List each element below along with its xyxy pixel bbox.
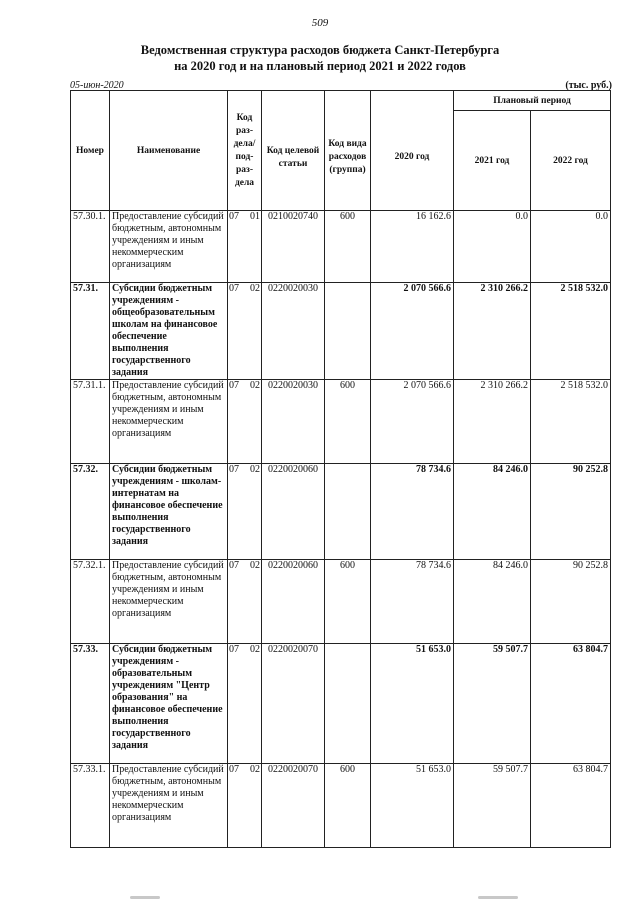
header-section-line: Код	[236, 112, 253, 123]
table-row	[71, 764, 611, 848]
header-section-line: раз-	[235, 125, 253, 136]
row-amount-2020: 78 734.6	[371, 464, 454, 560]
row-target-code: 0220020060	[262, 560, 325, 644]
row-amount-2022: 63 804.7	[531, 764, 611, 848]
header-2021: 2021 год	[454, 111, 531, 211]
row-section-code	[228, 764, 262, 848]
row-section-code	[228, 560, 262, 644]
row-section-pair	[228, 283, 261, 295]
header-target-code: Код целевой статьи	[262, 91, 325, 211]
row-amount-2021: 59 507.7	[454, 764, 531, 848]
row-podrazdel: 02	[250, 464, 260, 475]
header-2022: 2022 год	[531, 111, 611, 211]
scan-mark	[130, 896, 160, 899]
row-razdel: 07	[229, 764, 239, 775]
header-name: Наименование	[110, 91, 228, 211]
row-name: Предоставление субсидий бюджетным, автономным учреждениям и иным некоммерческим организациям	[110, 211, 228, 283]
header-section-line: дела	[234, 177, 255, 188]
row-section-code	[228, 464, 262, 560]
row-amount-2020: 78 734.6	[371, 560, 454, 644]
row-name: Субсидии бюджетным учреждениям - школам-интернатам на финансовое обеспечение выполнения государственного задания	[110, 464, 228, 560]
row-section-pair	[228, 644, 261, 656]
row-target-code: 0210020740	[262, 211, 325, 283]
header-section-code	[228, 91, 262, 211]
table-body	[71, 211, 611, 848]
row-amount-2020: 2 070 566.6	[371, 283, 454, 380]
budget-table-wrapper	[70, 90, 611, 848]
row-amount-2021: 84 246.0	[454, 560, 531, 644]
row-podrazdel: 02	[250, 764, 260, 775]
row-amount-2022: 63 804.7	[531, 644, 611, 764]
header-expense-type: Код вида расходов (группа)	[325, 91, 371, 211]
row-number: 57.33.	[71, 644, 110, 764]
row-razdel: 07	[229, 560, 239, 571]
title-line-2: на 2020 год и на плановый период 2021 и 2022 годов	[174, 59, 466, 73]
row-razdel: 07	[229, 644, 239, 655]
row-expense-type	[325, 283, 371, 380]
row-name: Субсидии бюджетным учреждениям - образовательным учреждениям "Центр образования" на финансовое обеспечение выполнения государственного задания	[110, 644, 228, 764]
row-section-code	[228, 644, 262, 764]
row-razdel: 07	[229, 211, 239, 222]
row-amount-2021: 59 507.7	[454, 644, 531, 764]
row-expense-type: 600	[325, 764, 371, 848]
row-section-code	[228, 283, 262, 380]
row-section-code	[228, 211, 262, 283]
row-amount-2021: 84 246.0	[454, 464, 531, 560]
row-amount-2021: 2 310 266.2	[454, 380, 531, 464]
row-number: 57.30.1.	[71, 211, 110, 283]
row-number: 57.33.1.	[71, 764, 110, 848]
row-name: Предоставление субсидий бюджетным, автономным учреждениям и иным некоммерческим организациям	[110, 380, 228, 464]
page-number: 509	[311, 17, 329, 29]
row-amount-2020: 51 653.0	[371, 764, 454, 848]
row-amount-2021: 0.0	[454, 211, 531, 283]
row-amount-2022: 90 252.8	[531, 560, 611, 644]
header-number: Номер	[71, 91, 110, 211]
row-amount-2022: 90 252.8	[531, 464, 611, 560]
row-razdel: 07	[229, 283, 239, 294]
page-title	[0, 42, 640, 74]
table-row	[71, 560, 611, 644]
row-section-pair	[228, 211, 261, 223]
row-podrazdel: 01	[250, 211, 260, 222]
table-header	[71, 91, 611, 211]
title-line-1: Ведомственная структура расходов бюджета Санкт-Петербурга	[140, 43, 500, 57]
row-expense-type	[325, 644, 371, 764]
budget-table	[70, 90, 611, 848]
row-expense-type: 600	[325, 211, 371, 283]
row-section-pair	[228, 380, 261, 392]
header-section-line: под-	[235, 151, 254, 162]
table-row	[71, 464, 611, 560]
row-target-code: 0220020060	[262, 464, 325, 560]
row-target-code: 0220020070	[262, 644, 325, 764]
row-amount-2020: 51 653.0	[371, 644, 454, 764]
row-amount-2021: 2 310 266.2	[454, 283, 531, 380]
row-number: 57.31.	[71, 283, 110, 380]
row-amount-2020: 16 162.6	[371, 211, 454, 283]
header-section-line: раз-	[235, 164, 253, 175]
row-section-pair	[228, 464, 261, 476]
row-number: 57.31.1.	[71, 380, 110, 464]
row-name: Предоставление субсидий бюджетным, автономным учреждениям и иным некоммерческим организациям	[110, 560, 228, 644]
scan-mark	[478, 896, 518, 899]
row-amount-2022: 0.0	[531, 211, 611, 283]
row-razdel: 07	[229, 464, 239, 475]
row-expense-type	[325, 464, 371, 560]
row-podrazdel: 02	[250, 283, 260, 294]
row-expense-type: 600	[325, 560, 371, 644]
row-target-code: 0220020030	[262, 283, 325, 380]
row-amount-2020: 2 070 566.6	[371, 380, 454, 464]
table-row	[71, 211, 611, 283]
row-amount-2022: 2 518 532.0	[531, 283, 611, 380]
table-row	[71, 283, 611, 380]
row-target-code: 0220020070	[262, 764, 325, 848]
row-amount-2022: 2 518 532.0	[531, 380, 611, 464]
header-plan-period: Плановый период	[454, 91, 611, 111]
header-2020: 2020 год	[371, 91, 454, 211]
row-number: 57.32.1.	[71, 560, 110, 644]
row-podrazdel: 02	[250, 380, 260, 391]
row-podrazdel: 02	[250, 560, 260, 571]
row-target-code: 0220020030	[262, 380, 325, 464]
row-section-pair	[228, 764, 261, 776]
document-date: 05-июн-2020	[70, 80, 124, 91]
row-section-code	[228, 380, 262, 464]
row-expense-type: 600	[325, 380, 371, 464]
table-row	[71, 644, 611, 764]
row-razdel: 07	[229, 380, 239, 391]
row-podrazdel: 02	[250, 644, 260, 655]
header-section-line: дела/	[233, 138, 256, 149]
row-name: Предоставление субсидий бюджетным, автономным учреждениям и иным некоммерческим организациям	[110, 764, 228, 848]
row-section-pair	[228, 560, 261, 572]
table-row	[71, 380, 611, 464]
units-label: (тыс. руб.)	[565, 80, 612, 91]
row-number: 57.32.	[71, 464, 110, 560]
row-name: Субсидии бюджетным учреждениям - общеобразовательным школам на финансовое обеспечение выполнения государственного задания	[110, 283, 228, 380]
